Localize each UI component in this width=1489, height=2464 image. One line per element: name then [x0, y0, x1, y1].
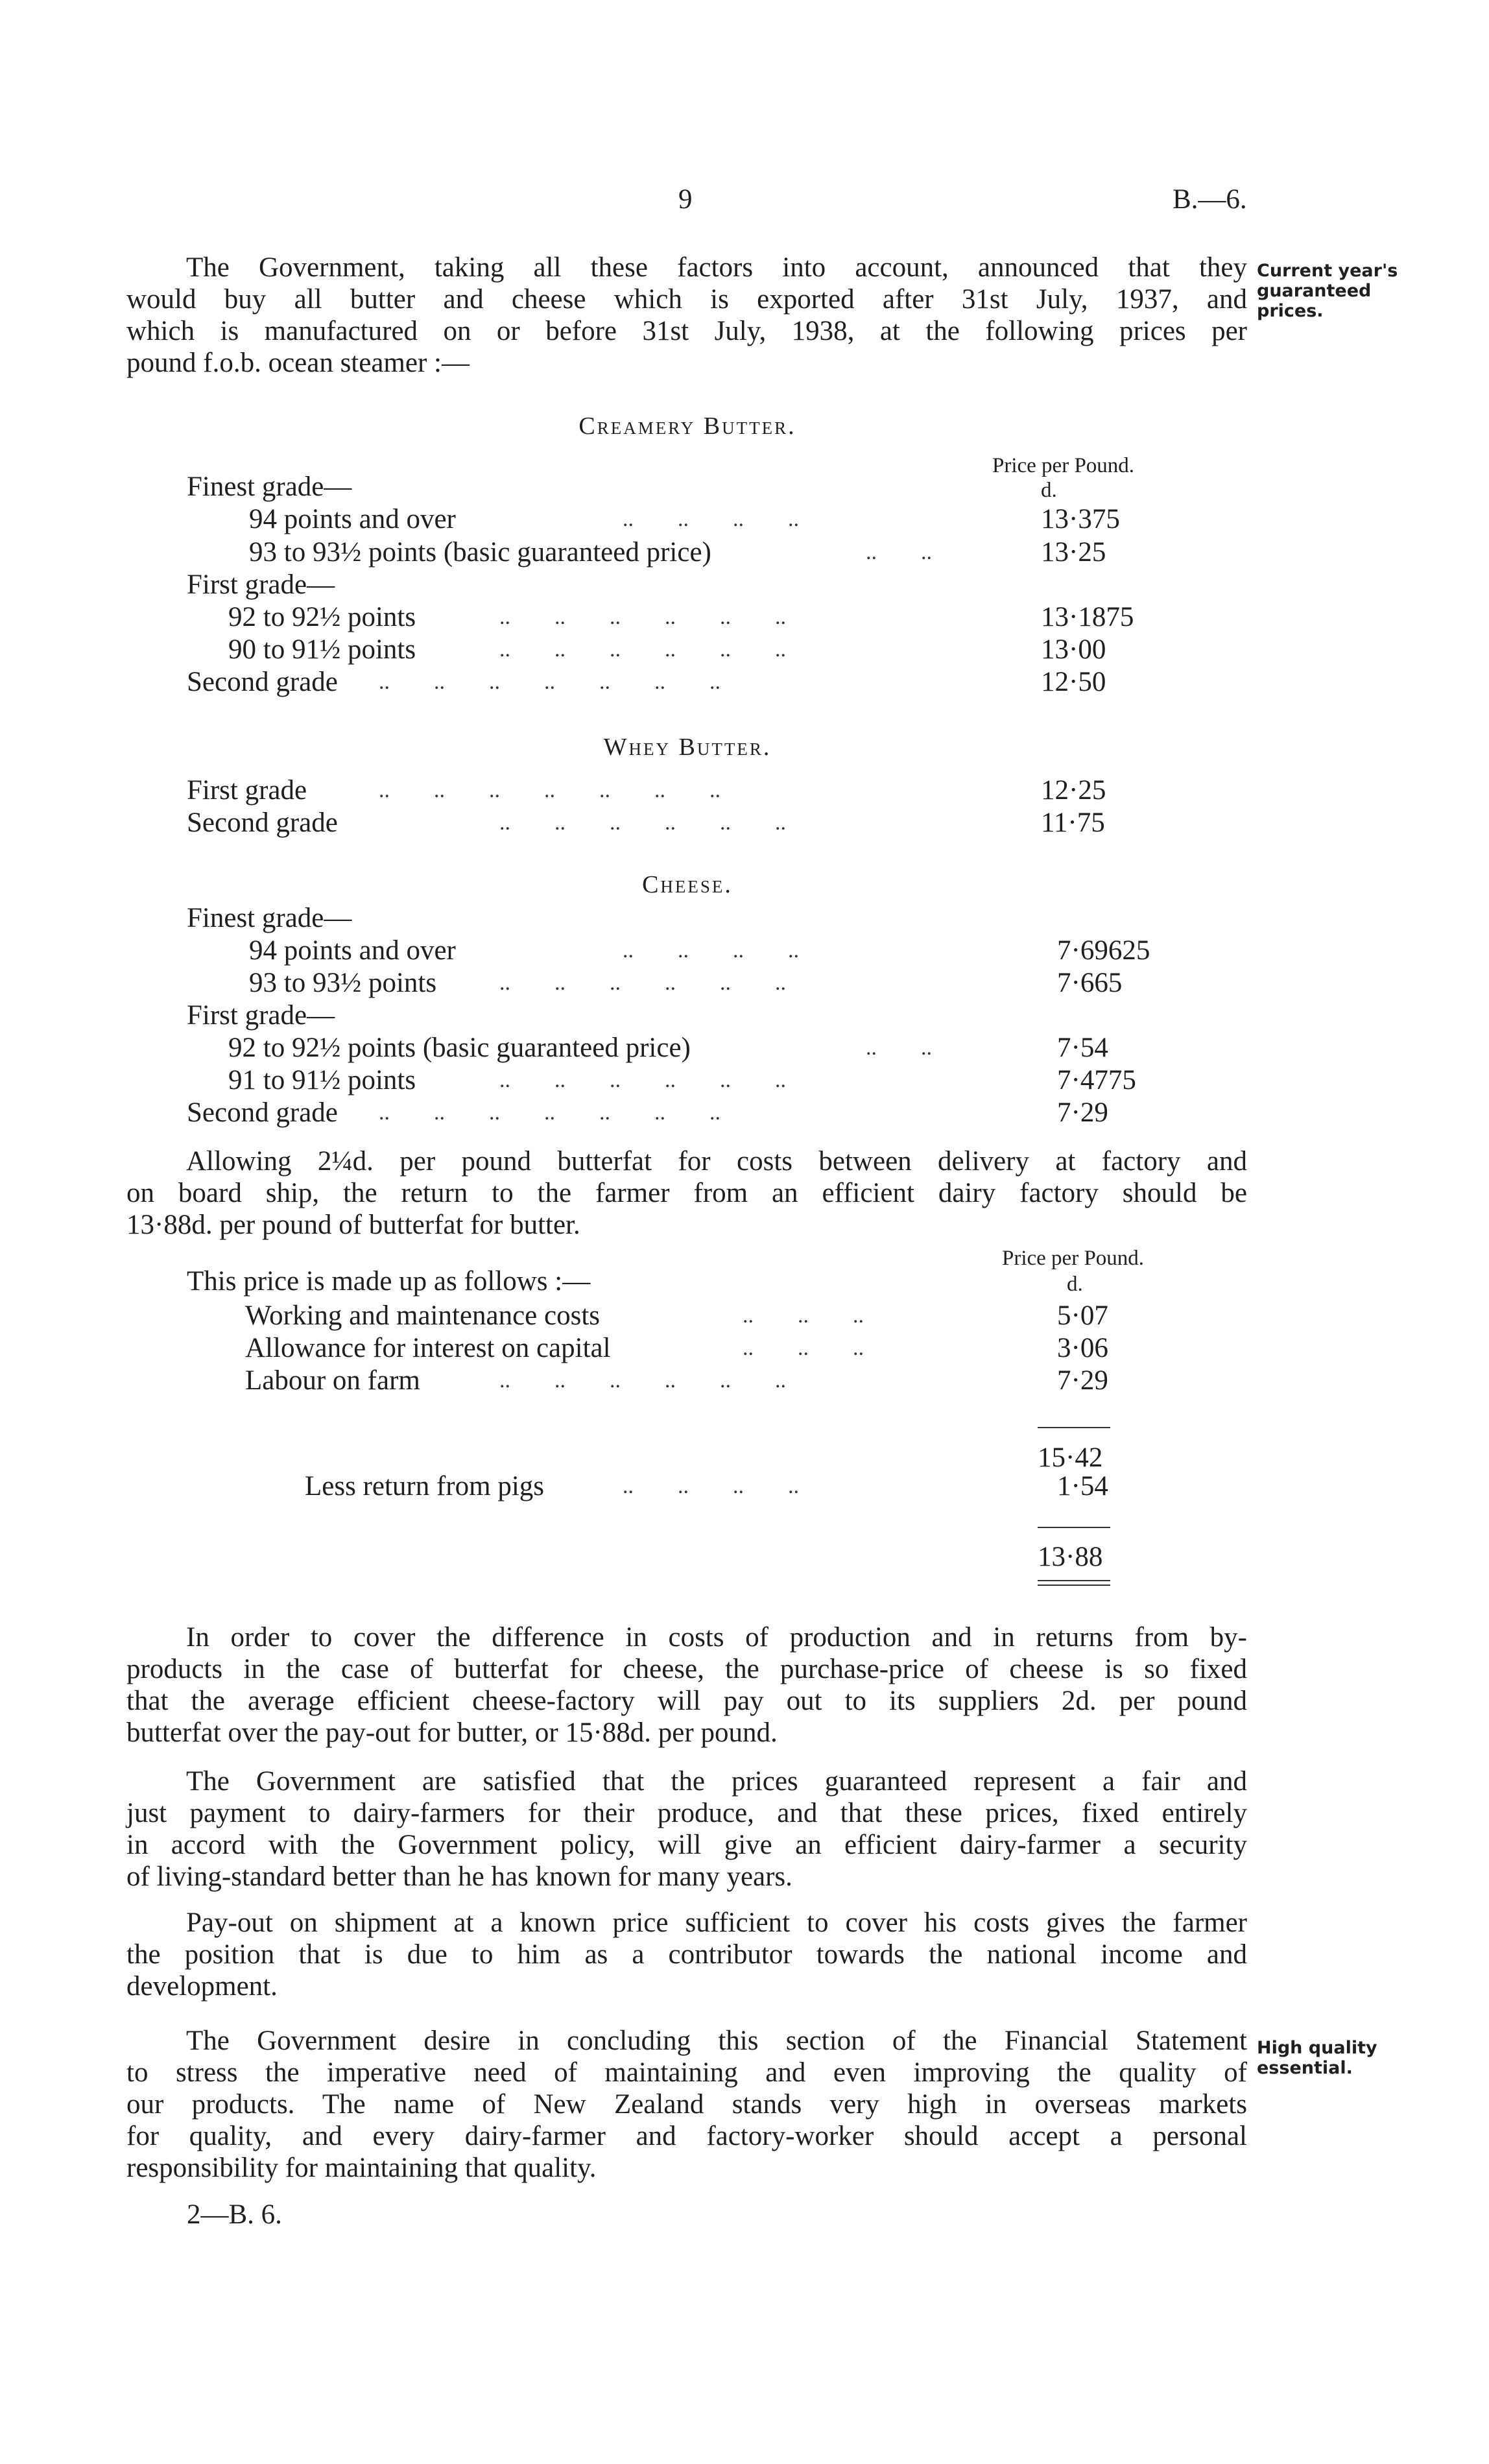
price-row: 92 to 92½ points .. .. .. .. .. .. 13·1875: [0, 601, 1489, 634]
document-reference: B.—6.: [1173, 184, 1247, 215]
price-value: 13·25: [1041, 537, 1106, 568]
paragraph-line: Allowing 2¼d. per pound butterfat for costs between delivery at factory and: [186, 1146, 1247, 1177]
price-row: 93 to 93½ points (basic guaranteed price) .. .. 13·25: [0, 536, 1489, 569]
grade-label: 90 to 91½ points: [228, 634, 416, 665]
paragraph-line: on board ship, the return to the farmer from an efficient dairy factory should be: [126, 1178, 1247, 1208]
grade-label: 92 to 92½ points: [228, 602, 416, 632]
grade-label: 94 points and over: [249, 504, 456, 534]
grade-label: 91 to 91½ points: [228, 1065, 416, 1095]
price-row: 91 to 91½ points .. .. .. .. .. .. 7·4775: [0, 1064, 1489, 1097]
price-value: 13·00: [1041, 634, 1106, 665]
made-up-intro: This price is made up as follows :—: [187, 1266, 591, 1297]
paragraph-line: that the average efficient cheese-factory will pay out to its suppliers 2d. per pound: [126, 1686, 1247, 1716]
cost-label: Labour on farm: [245, 1365, 420, 1396]
sum-rule: [1038, 1427, 1110, 1428]
column-header-unit: d.: [1041, 479, 1057, 502]
paragraph-line: which is manufactured on or before 31st July, 1938, at the following prices per: [126, 316, 1247, 346]
price-row: [0, 470, 1489, 504]
paragraph-line: to stress the imperative need of maintaining and even improving the quality of: [126, 2057, 1247, 2088]
price-row: 92 to 92½ points (basic guaranteed price) .. .. 7·54: [0, 1031, 1489, 1065]
less-value: 1·54: [1057, 1471, 1108, 1501]
price-value: 7·4775: [1057, 1065, 1136, 1095]
footer-signature: 2—B. 6.: [187, 2199, 282, 2230]
cost-row: Labour on farm .. .. .. .. .. .. 7·29: [0, 1364, 1489, 1398]
grade-label: Finest grade—: [187, 472, 352, 502]
price-row: [0, 999, 1489, 1033]
paragraph-line: The Government are satisfied that the prices guaranteed represent a fair and: [186, 1766, 1247, 1797]
less-row: Less return from pigs .. .. .. .. 1·54: [0, 1470, 1489, 1503]
price-row: Second grade .. .. .. .. .. .. .. 7·29: [0, 1096, 1489, 1130]
cost-row: Working and maintenance costs .. .. .. 5·07: [0, 1299, 1489, 1333]
grade-label: 92 to 92½ points (basic guaranteed price): [228, 1033, 691, 1063]
price-row: 93 to 93½ points .. .. .. .. .. .. 7·665: [0, 966, 1489, 1000]
cheese-pricing-paragraph: [126, 1621, 1247, 1749]
section-heading-cheese: Cheese.: [642, 871, 733, 898]
grade-label: Second grade: [187, 1097, 338, 1128]
price-row: Second grade .. .. .. .. .. .. .. 12·50: [0, 665, 1489, 699]
grade-label: 94 points and over: [249, 935, 456, 966]
cost-row: Allowance for interest on capital .. .. .. 3·06: [0, 1332, 1489, 1365]
price-value: 7·54: [1057, 1033, 1108, 1063]
price-row: 90 to 91½ points .. .. .. .. .. .. 13·00: [0, 633, 1489, 667]
satisfied-paragraph: [126, 1765, 1247, 1893]
grade-label: First grade—: [187, 1000, 335, 1031]
less-label: Less return from pigs: [305, 1471, 545, 1501]
quality-paragraph: [126, 2025, 1247, 2184]
margin-note-current-prices: Current year's guaranteed prices.: [1257, 261, 1398, 321]
price-row: 94 points and over .. .. .. .. 13·375: [0, 503, 1489, 536]
paragraph-line: pound f.o.b. ocean steamer :—: [126, 348, 470, 378]
page-number: 9: [678, 184, 693, 215]
payout-paragraph: [126, 1907, 1247, 2002]
grade-label: Second grade: [187, 667, 338, 697]
column-header-price: Price per Pound.: [992, 454, 1135, 477]
price-value: 12·50: [1041, 667, 1106, 697]
paragraph-line: just payment to dairy-farmers for their produce, and that these prices, fixed entirely: [126, 1798, 1247, 1828]
column-header-unit: d.: [1067, 1273, 1083, 1296]
intro-paragraph: [126, 252, 1247, 379]
paragraph-line: butterfat over the pay-out for butter, or 15·88d. per pound.: [126, 1717, 778, 1748]
price-row: [0, 902, 1489, 935]
price-value: 7·665: [1057, 968, 1123, 998]
paragraph-line: Pay-out on shipment at a known price sufficient to cover his costs gives the farmer: [186, 1908, 1247, 1938]
cost-value: 3·06: [1057, 1333, 1108, 1363]
price-value: 7·69625: [1057, 935, 1150, 966]
paragraph-line: our products. The name of New Zealand stands very high in overseas markets: [126, 2089, 1247, 2120]
grade-label: Finest grade—: [187, 903, 352, 933]
paragraph-line: development.: [126, 1971, 278, 2002]
section-heading-whey-butter: Whey Butter.: [603, 734, 772, 761]
paragraph-line: in accord with the Government policy, will give an efficient dairy-farmer a security: [126, 1830, 1247, 1860]
grade-label: First grade—: [187, 569, 335, 600]
paragraph-line: In order to cover the difference in costs of production and in returns from by-: [186, 1622, 1247, 1653]
total-rule: [1038, 1527, 1110, 1528]
price-value: 12·25: [1041, 775, 1106, 806]
price-row: [0, 568, 1489, 602]
paragraph-line: responsibility for maintaining that quality.: [126, 2153, 597, 2183]
total-value: 13·88: [1038, 1542, 1103, 1572]
grade-label: 93 to 93½ points (basic guaranteed price): [249, 537, 711, 568]
price-row: First grade .. .. .. .. .. .. .. 12·25: [0, 774, 1489, 807]
price-value: 13·375: [1041, 504, 1120, 534]
price-row: 94 points and over .. .. .. .. 7·69625: [0, 934, 1489, 968]
column-header-price: Price per Pound.: [1002, 1247, 1145, 1270]
paragraph-line: the position that is due to him as a contributor towards the national income and: [126, 1939, 1247, 1970]
paragraph-line: of living-standard better than he has known for many years.: [126, 1861, 792, 1892]
total-row: [0, 1540, 1489, 1574]
allowing-paragraph: [126, 1145, 1247, 1241]
paragraph-line: would buy all butter and cheese which is exported after 31st July, 1937, and: [126, 284, 1247, 315]
paragraph-line: The Government, taking all these factors into account, announced that they: [186, 252, 1247, 283]
cost-value: 7·29: [1057, 1365, 1108, 1396]
cost-label: Allowance for interest on capital: [245, 1333, 611, 1363]
paragraph-line: for quality, and every dairy-farmer and factory-worker should accept a personal: [126, 2121, 1247, 2151]
cost-value: 5·07: [1057, 1300, 1108, 1331]
paragraph-line: 13·88d. per pound of butterfat for butter.: [126, 1210, 580, 1240]
paragraph-line: products in the case of butterfat for cheese, the purchase-price of cheese is so fixed: [126, 1654, 1247, 1684]
paragraph-line: The Government desire in concluding this section of the Financial Statement: [186, 2026, 1247, 2056]
price-value: 13·1875: [1041, 602, 1134, 632]
price-row: Second grade .. .. .. .. .. .. 11·75: [0, 806, 1489, 840]
grade-label: 93 to 93½ points: [249, 968, 437, 998]
total-double-rule: [1038, 1580, 1110, 1586]
margin-note-high-quality: High quality essential.: [1257, 2038, 1377, 2078]
cost-label: Working and maintenance costs: [245, 1300, 601, 1331]
subtotal-value: 15·42: [1038, 1442, 1103, 1473]
price-value: 11·75: [1041, 807, 1105, 838]
grade-label: Second grade: [187, 807, 338, 838]
section-heading-creamery-butter: Creamery Butter.: [578, 413, 796, 440]
price-value: 7·29: [1057, 1097, 1108, 1128]
grade-label: First grade: [187, 775, 307, 806]
